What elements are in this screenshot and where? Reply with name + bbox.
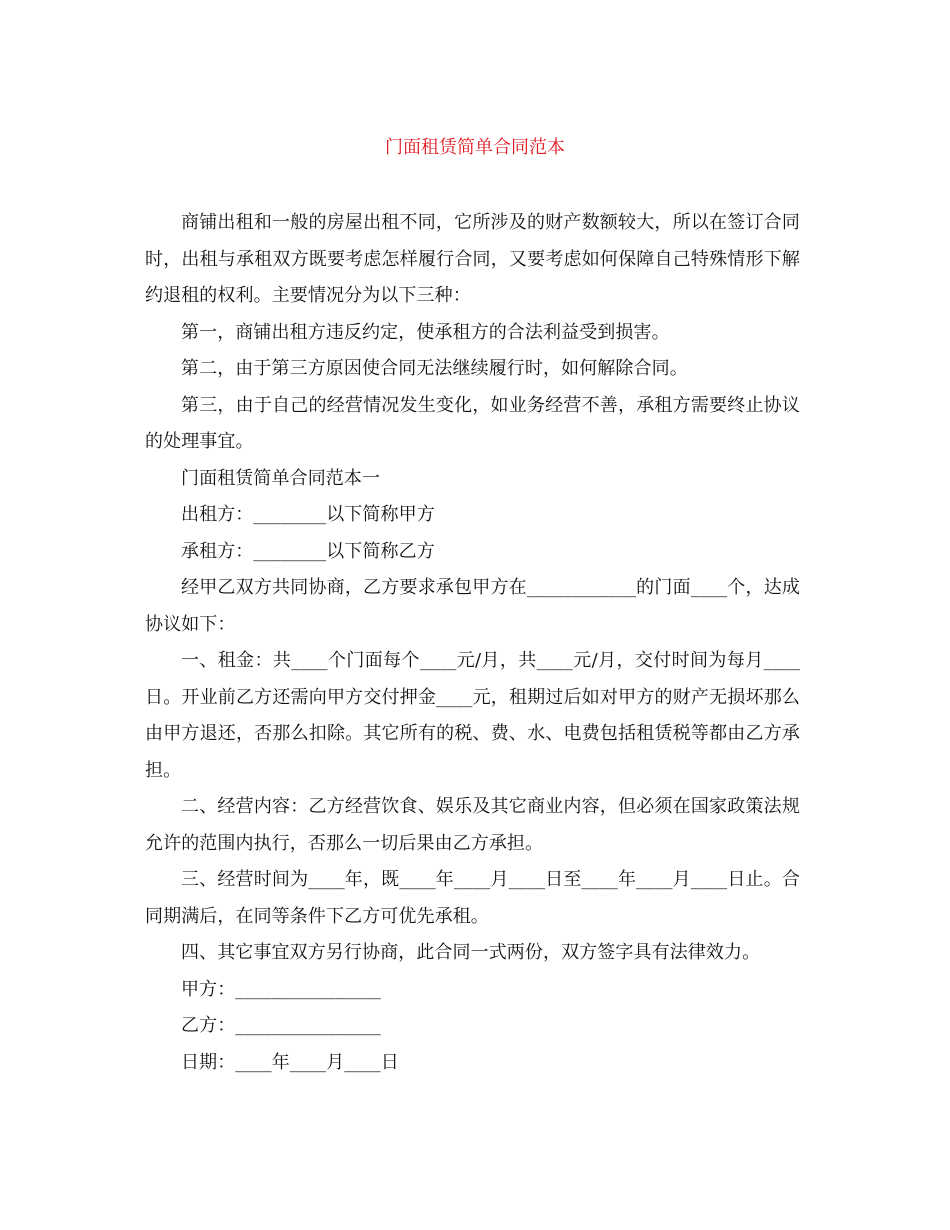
point-three-paragraph: 第三，由于自己的经营情况发生变化，如业务经营不善，承租方需要终止协议的处理事宜。: [145, 394, 800, 452]
party-b-signature-line: 乙方：________________: [181, 1015, 381, 1036]
other-matters-clause: 四、其它事宜双方另行协商，此合同一式两份，双方签字具有法律效力。: [181, 942, 761, 963]
agreement-intro-paragraph: 经甲乙双方共同协商，乙方要求承包甲方在____________的门面____个，达成协议如下：: [145, 577, 800, 635]
contract-heading: 门面租赁简单合同范本一: [181, 467, 381, 489]
rent-clause: 一、租金：共____个门面每个____元/月，共____元/月，交付时间为每月____日。开业前乙方还需向甲方交付押金____元，租期过后如对甲方的财产无损坏那么由甲方退还，否那么扣除。其它所有的税、费、水、电费包括租赁税等都由乙方承担。: [145, 650, 800, 781]
party-a-signature-line: 甲方：________________: [181, 978, 381, 1000]
business-content-clause: 二、经营内容：乙方经营饮食、娱乐及其它商业内容，但必须在国家政策法规允许的范围内执行，否那么一切后果由乙方承担。: [145, 796, 800, 854]
lessor-line: 出租方：________以下简称甲方: [181, 504, 435, 525]
date-line: 日期：____年____月____日: [181, 1051, 399, 1073]
point-one-paragraph: 第一，商铺出租方违反约定，使承租方的合法利益受到损害。: [181, 321, 670, 343]
document-title: 门面租赁简单合同范本: [385, 137, 565, 158]
point-two-paragraph: 第二，由于第三方原因使合同无法继续履行时，如何解除合同。: [181, 358, 688, 379]
lessee-line: 承租方：________以下简称乙方: [181, 540, 435, 562]
term-clause: 三、经营时间为____年，既____年____月____日至____年____月____日止。合同期满后，在同等条件下乙方可优先承租。: [145, 869, 800, 927]
document-body: [145, 205, 800, 1081]
intro-paragraph: 商铺出租和一般的房屋出租不同，它所涉及的财产数额较大，所以在签订合同时，出租与承租双方既要考虑怎样履行合同，又要考虑如何保障自己特殊情形下解约退租的权利。主要情况分为以下三种：: [145, 212, 800, 306]
